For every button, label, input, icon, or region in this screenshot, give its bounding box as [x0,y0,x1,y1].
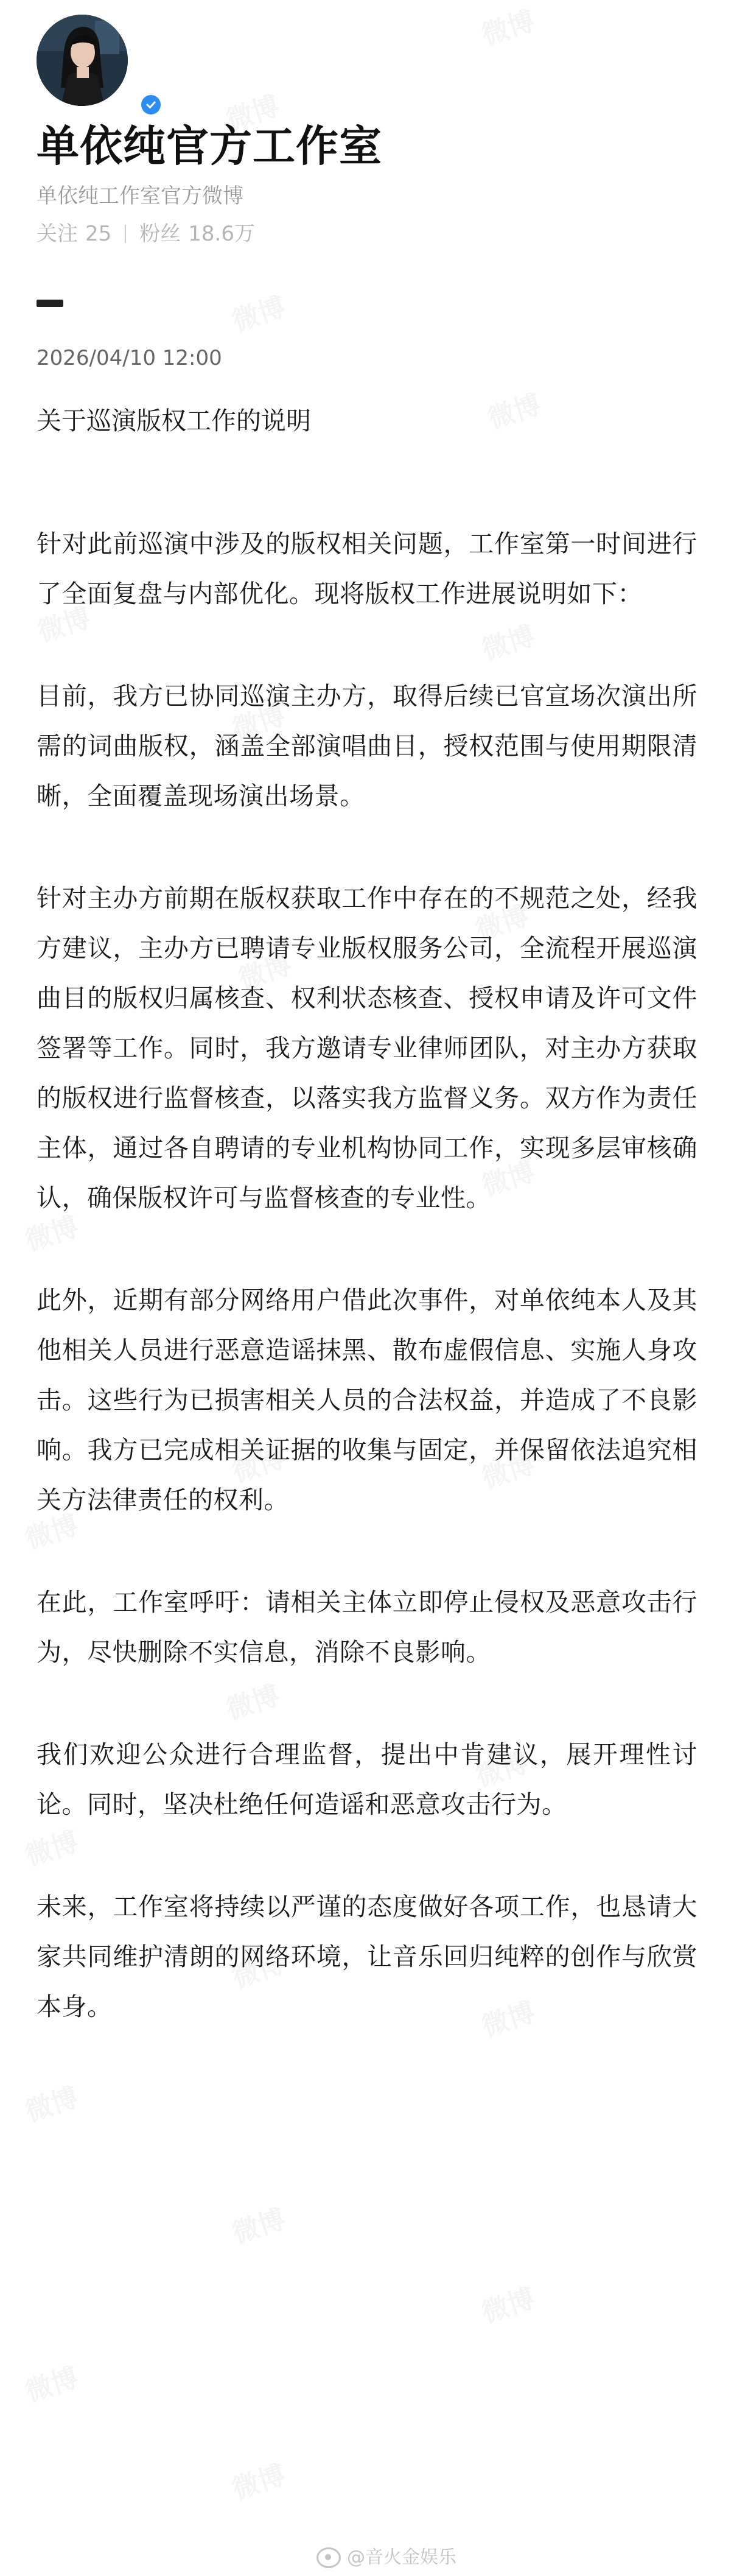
followers-label[interactable]: 粉丝 [139,222,181,246]
post-paragraph: 针对主办方前期在版权获取工作中存在的不规范之处，经我方建议，主办方已聘请专业版权服务公司，全流程开展巡演曲目的版权归属核查、权利状态核查、授权申请及许可文件签署等工作。同时，我方邀请专业律师团队，对主办方获取的版权进行监督核查，以落实我方监督义务。双方作为责任主体，通过各自聘请的专业机构协同工作，实现多层审核确认，确保版权许可与监督核查的专业性。 [37,884,697,1212]
post-paragraph: 此外，近期有部分网络用户借此次事件，对单依纯本人及其他相关人员进行恶意造谣抹黑、散布虚假信息、实施人身攻击。这些行为已损害相关人员的合法权益，并造成了不良影响。我方已完成相关证据的收集与固定，并保留依法追究相关方法律责任的权利。 [37,1286,697,1515]
weibo-watermark [226,2453,289,2507]
weibo-watermark [476,2276,539,2330]
post-paragraph: 针对此前巡演中涉及的版权相关问题，工作室第一时间进行了全面复盘与内部优化。现将版权工作进展说明如下： [37,529,697,608]
post-paragraph: 目前，我方已协同巡演主办方，取得后续已官宣场次演出所需的词曲版权，涵盖全部演唱曲目，授权范围与使用期限清晰，全面覆盖现场演出场景。 [37,681,697,811]
post-paragraph: 我们欢迎公众进行合理监督，提出中肯建议，展开理性讨论。同时，坚决杜绝任何造谣和恶意攻击行为。 [37,1740,697,1819]
avatar-photo [37,15,128,106]
verified-badge-icon [139,93,163,117]
post-paragraph: 未来，工作室将持续以严谨的态度做好各项工作，也恳请大家共同维护清朗的网络环境，让音乐回归纯粹的创作与欣赏本身。 [37,1892,697,2021]
weibo-watermark [19,2356,82,2409]
profile-name[interactable]: 单依纯官方工作室 [37,121,382,171]
weibo-watermark [482,382,545,436]
profile-stats [37,220,700,247]
weibo-watermark [226,285,289,339]
following-count[interactable]: 25 [85,222,112,246]
stats-divider [125,225,126,243]
followers-count[interactable]: 18.6万 [188,222,255,246]
following-label[interactable]: 关注 [37,222,78,246]
footer-watermark-text: @音火金娱乐 [347,2547,456,2568]
avatar[interactable] [37,15,128,106]
post-date: 2026/04/10 12:00 [37,346,222,370]
post-body [37,519,697,2084]
eye-logo-icon [316,2547,341,2568]
section-divider [37,300,63,307]
post-subject: 关于巡演版权工作的说明 [37,406,311,435]
profile-description: 单依纯工作室官方微博 [37,184,243,208]
profile-header [37,15,700,247]
weibo-watermark [226,2197,289,2251]
post-paragraph: 在此，工作室呼吁：请相关主体立即停止侵权及恶意攻击行为，尽快删除不实信息，消除不良影响。 [37,1588,697,1667]
footer-watermark [316,2546,456,2570]
